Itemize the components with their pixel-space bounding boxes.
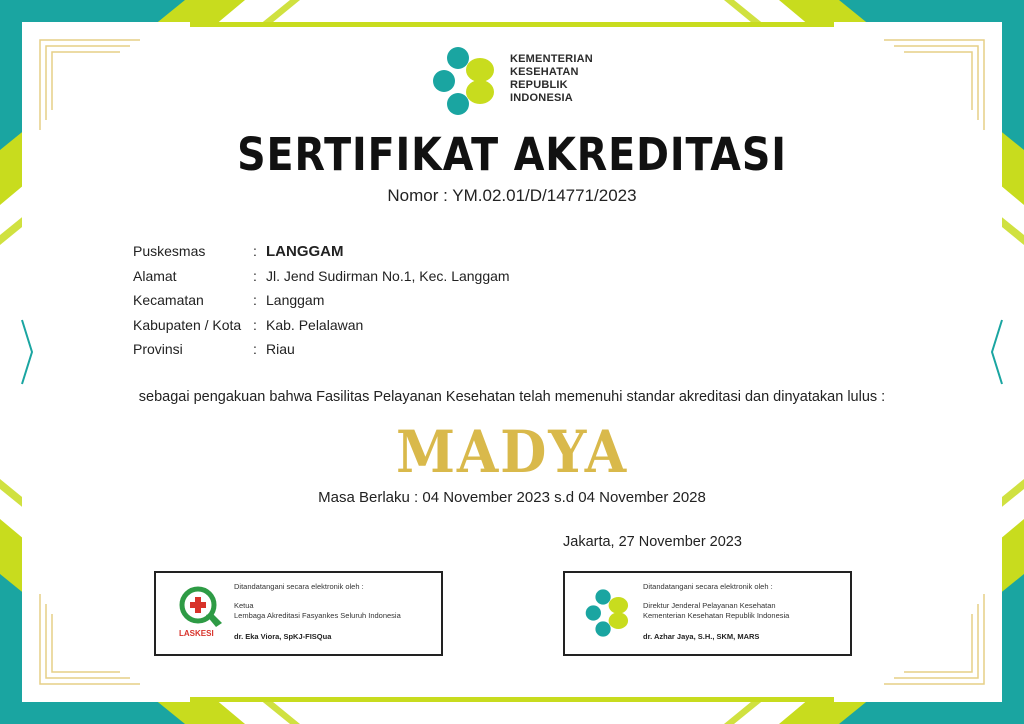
- signer-name: dr. Eka Viora, SpKJ-FISQua: [234, 632, 332, 641]
- ministry-name: [510, 53, 593, 105]
- detail-label: Kecamatan: [133, 292, 204, 308]
- detail-label: Provinsi: [133, 341, 183, 357]
- accreditation-statement: sebagai pengakuan bahwa Fasilitas Pelayanan Kesehatan telah memenuhi standar akreditasi dan dinyatakan lulus :: [138, 389, 886, 405]
- laskesi-logo-icon: [176, 585, 226, 641]
- place-and-date: Jakarta, 27 November 2023: [563, 534, 742, 550]
- accreditation-level: MADYA: [395, 418, 629, 486]
- signer-title: Direktur Jenderal Pelayanan Kesehatan: [643, 601, 776, 610]
- signer-name: dr. Azhar Jaya, S.H., SKM, MARS: [643, 632, 760, 641]
- detail-label: Puskesmas: [133, 243, 206, 259]
- signer-institution: Lembaga Akreditasi Fasyankes Seluruh Indonesia: [234, 611, 401, 620]
- detail-separator: :: [253, 292, 257, 308]
- ministry-name-line: REPUBLIK: [510, 79, 568, 91]
- detail-value: Langgam: [266, 292, 325, 308]
- ministry-name-line: KEMENTERIAN: [510, 53, 593, 65]
- detail-separator: :: [253, 267, 257, 284]
- signature-box-laskesi: [154, 571, 443, 656]
- kemenkes-logo-icon: [432, 44, 504, 118]
- validity-period: Masa Berlaku : 04 November 2023 s.d 04 November 2028: [318, 489, 706, 506]
- detail-value: Kab. Pelalawan: [266, 316, 364, 333]
- detail-separator: :: [253, 341, 257, 357]
- ministry-name-line: INDONESIA: [510, 92, 573, 104]
- detail-label: Kabupaten / Kota: [133, 316, 242, 333]
- detail-value: Riau: [266, 341, 295, 357]
- signature-header: Ditandatangani secara elektronik oleh :: [643, 582, 773, 591]
- kemenkes-small-logo-icon: [585, 585, 635, 641]
- signature-box-kemenkes: [563, 571, 852, 656]
- signature-header: Ditandatangani secara elektronik oleh :: [234, 582, 364, 591]
- detail-value: LANGGAM: [266, 243, 344, 260]
- signer-institution: Kementerian Kesehatan Republik Indonesia: [643, 611, 790, 620]
- ministry-name-line: KESEHATAN: [510, 66, 579, 78]
- ministry-logo-block: [432, 44, 612, 118]
- detail-label: Alamat: [133, 267, 177, 284]
- signer-title: Ketua: [234, 601, 254, 610]
- detail-separator: :: [253, 243, 257, 259]
- laskesi-logo-text: LASKESI: [179, 629, 214, 638]
- detail-value: Jl. Jend Sudirman No.1, Kec. Langgam: [266, 267, 510, 284]
- certificate-number: Nomor : YM.02.01/D/14771/2023: [387, 186, 637, 205]
- detail-separator: :: [253, 316, 257, 333]
- certificate-title: SERTIFIKAT AKREDITASI: [237, 128, 787, 181]
